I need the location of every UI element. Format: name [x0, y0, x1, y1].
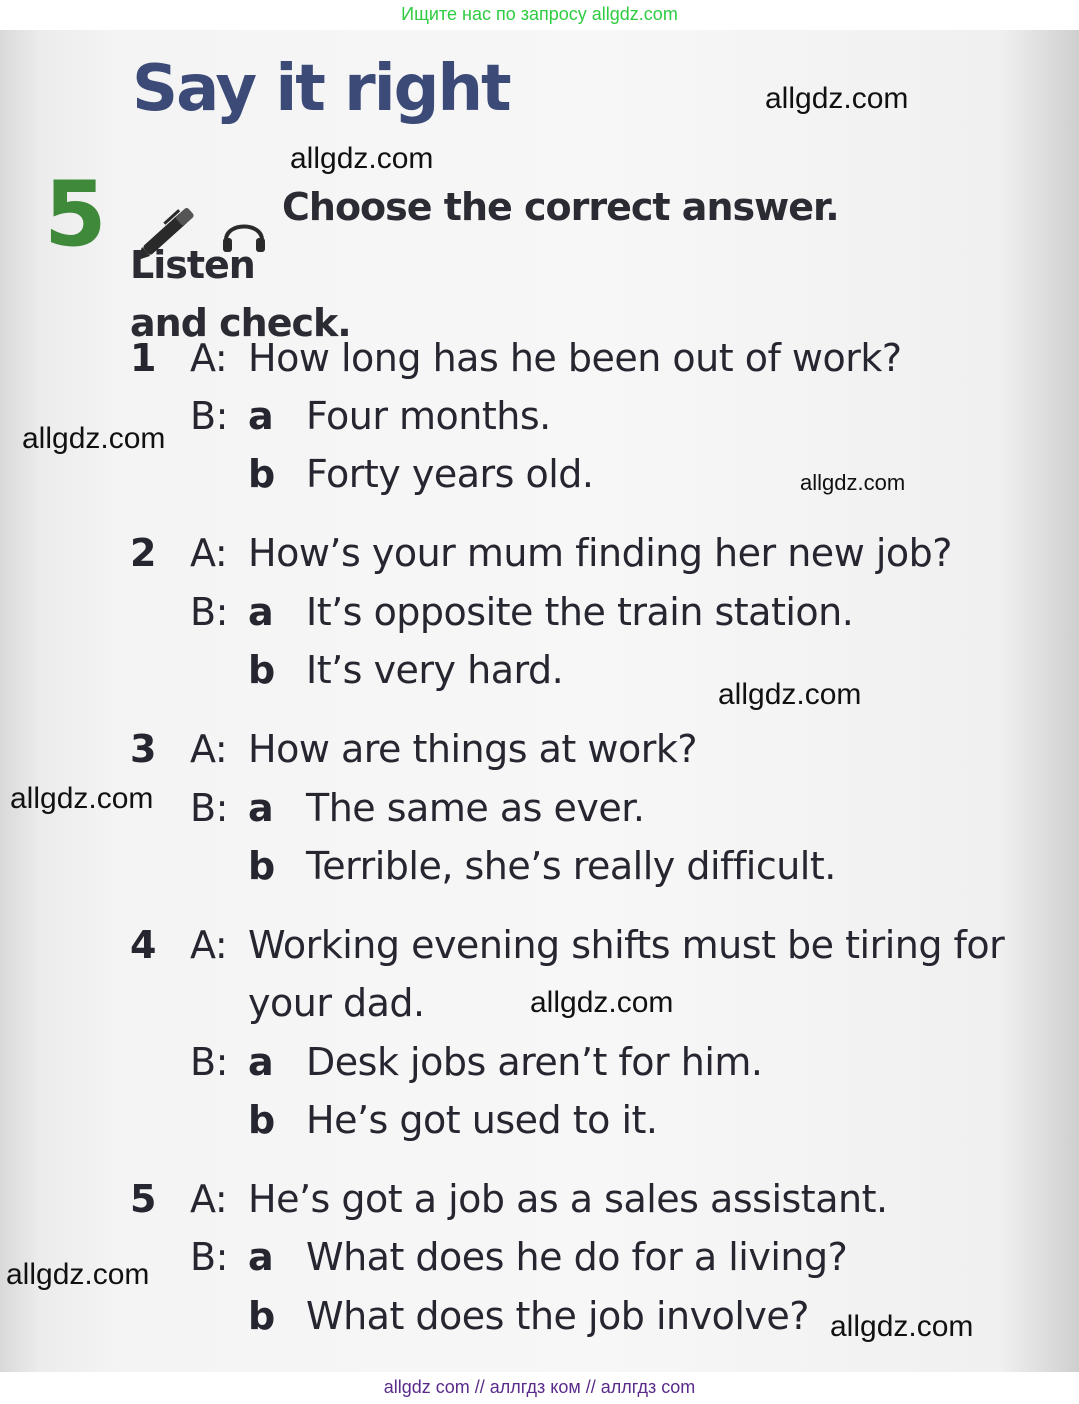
question-number: 4 [130, 923, 156, 967]
instruction-line-1: Choose the correct answer. Listen [130, 185, 839, 287]
watermark: allgdz.com [800, 470, 906, 495]
option-text: He’s got used to it. [306, 1098, 658, 1142]
watermark: allgdz.com [530, 986, 674, 1019]
question-number: 1 [130, 336, 156, 380]
question-text: How’s your mum finding her new job? [248, 531, 952, 575]
bottom-banner: allgdz com // аллгдз ком // аллгдз com [0, 1372, 1079, 1404]
option-letter: b [248, 452, 275, 496]
option-letter: a [248, 394, 274, 438]
option-text: It’s opposite the train station. [306, 590, 854, 634]
option-letter: a [248, 1040, 274, 1084]
watermark: allgdz.com [718, 678, 862, 711]
option-text: Forty years old. [306, 452, 594, 496]
option-text: What does the job involve? [306, 1294, 809, 1338]
question-number: 5 [130, 1177, 156, 1221]
watermark: allgdz.com [290, 142, 434, 175]
option-text: Four months. [306, 394, 551, 438]
option-text: Terrible, she’s really difficult. [306, 844, 836, 888]
option-letter: a [248, 1235, 274, 1279]
watermark: allgdz.com [22, 422, 166, 455]
option-text: It’s very hard. [306, 648, 564, 692]
speaker-a-label: A: [190, 727, 228, 771]
option-letter: b [248, 648, 275, 692]
option-text: Desk jobs aren’t for him. [306, 1040, 763, 1084]
question-text: How long has he been out of work? [248, 336, 902, 380]
watermark: allgdz.com [6, 1258, 150, 1291]
speaker-a-label: A: [190, 531, 228, 575]
speaker-b-label: B: [190, 786, 228, 830]
question-text: He’s got a job as a sales assistant. [248, 1177, 888, 1221]
option-text: The same as ever. [306, 786, 645, 830]
option-letter: a [248, 590, 274, 634]
page-title: Say it right [132, 52, 510, 126]
watermark: allgdz.com [765, 82, 909, 115]
speaker-b-label: B: [190, 1235, 228, 1279]
speaker-b-label: B: [190, 394, 228, 438]
top-banner: Ищите нас по запросу allgdz.com [0, 0, 1079, 30]
textbook-page [0, 30, 1079, 1372]
exercise-number: 5 [44, 162, 103, 267]
option-letter: b [248, 844, 275, 888]
speaker-b-label: B: [190, 1040, 228, 1084]
exercise-instruction [130, 178, 930, 352]
question-number: 2 [130, 531, 156, 575]
watermark: allgdz.com [10, 782, 154, 815]
question-text: Working evening shifts must be tiring for [248, 923, 1005, 967]
instruction-line-2: and check. [130, 301, 351, 345]
question-text: How are things at work? [248, 727, 698, 771]
question-text: your dad. [248, 981, 425, 1025]
option-letter: b [248, 1294, 275, 1338]
speaker-a-label: A: [190, 336, 228, 380]
option-letter: b [248, 1098, 275, 1142]
option-text: What does he do for a living? [306, 1235, 848, 1279]
speaker-a-label: A: [190, 923, 228, 967]
speaker-a-label: A: [190, 1177, 228, 1221]
question-number: 3 [130, 727, 156, 771]
speaker-b-label: B: [190, 590, 228, 634]
option-letter: a [248, 786, 274, 830]
watermark: allgdz.com [830, 1310, 974, 1343]
